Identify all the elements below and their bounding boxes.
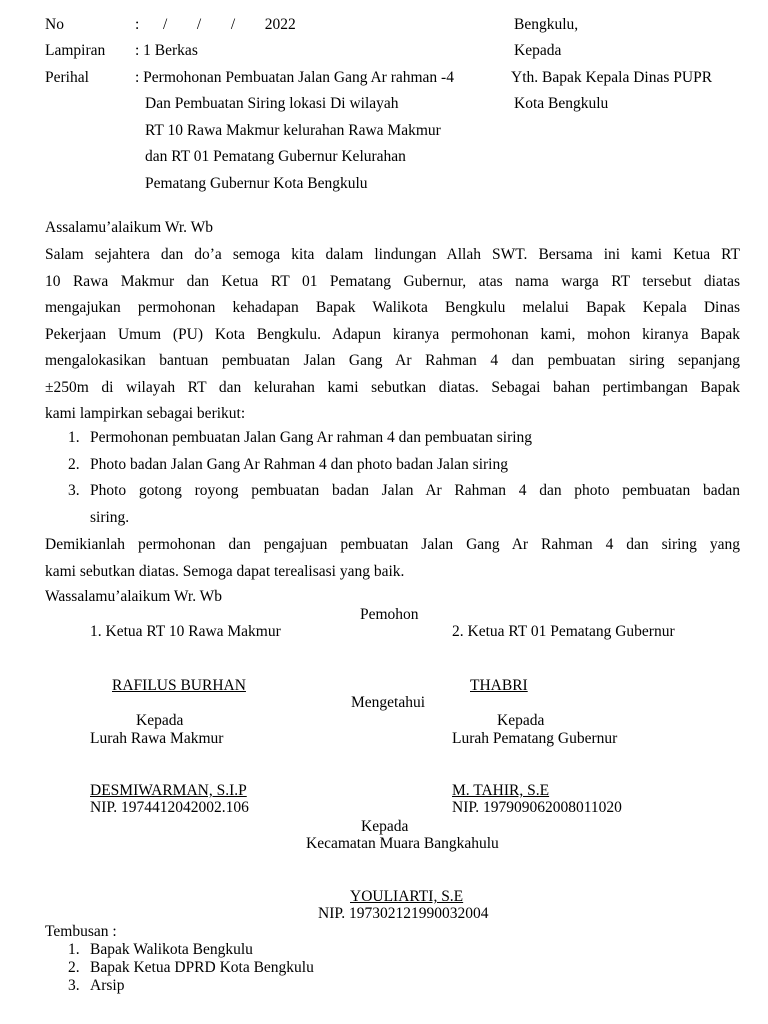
recipient: Yth. Bapak Kepala Dinas PUPR bbox=[511, 69, 713, 86]
applicant1-name: RAFILUS BURHAN bbox=[112, 677, 246, 694]
applicant2-title: 2. Ketua RT 01 Pematang Gubernur bbox=[452, 623, 675, 640]
paragraph-line: Salam sejahtera dan do’a semoga kita dalam lindungan Allah SWT. Bersama ini kami Ketua RT bbox=[45, 246, 740, 263]
perihal-line: Dan Pembuatan Siring lokasi Di wilayah bbox=[145, 95, 399, 112]
camat-title: Kecamatan Muara Bangkahulu bbox=[306, 835, 499, 852]
kepada-right: Kepada bbox=[497, 712, 545, 729]
kepada-label: Kepada bbox=[514, 42, 562, 59]
greeting: Assalamu’alaikum Wr. Wb bbox=[45, 219, 213, 236]
perihal-label: Perihal bbox=[45, 69, 89, 86]
closing-line: kami sebutkan diatas. Semoga dapat terealisasi yang baik. bbox=[45, 562, 405, 580]
tembusan-item: Arsip bbox=[90, 977, 125, 994]
lurah-right-nip: NIP. 197909062008011020 bbox=[452, 799, 622, 816]
closing-line: Demikianlah permohonan dan pengajuan pembuatan Jalan Gang Ar Rahman 4 dan siring yang bbox=[45, 536, 740, 553]
lampiran-value: : 1 Berkas bbox=[135, 42, 198, 59]
list-item: Photo gotong royong pembuatan badan Jalan Ar Rahman 4 dan photo pembuatan badan bbox=[90, 482, 740, 499]
camat-nip: NIP. 197302121990032004 bbox=[318, 905, 489, 922]
lurah-right-title: Lurah Pematang Gubernur bbox=[452, 730, 618, 747]
city-date: Bengkulu, bbox=[514, 16, 579, 33]
letter-number: / / / 2022 bbox=[163, 16, 296, 33]
mengetahui-label: Mengetahui bbox=[351, 694, 426, 711]
paragraph-line: kami lampirkan sebagai berikut: bbox=[45, 405, 246, 422]
perihal-line: dan RT 01 Pematang Gubernur Kelurahan bbox=[145, 148, 406, 165]
recipient-city: Kota Bengkulu bbox=[514, 95, 609, 112]
paragraph-line: mengajukan permohonan kehadapan Bapak Walikota Bengkulu melalui Bapak Kepala Dinas bbox=[45, 299, 740, 316]
list-item: Photo badan Jalan Gang Ar Rahman 4 dan photo badan Jalan siring bbox=[90, 456, 508, 473]
list-number: 1. bbox=[68, 941, 80, 958]
list-number: 2. bbox=[68, 959, 80, 976]
tembusan-item: Bapak Ketua DPRD Kota Bengkulu bbox=[90, 959, 314, 976]
pemohon-label: Pemohon bbox=[360, 606, 419, 623]
no-colon: : bbox=[135, 16, 140, 33]
perihal-line: Pematang Gubernur Kota Bengkulu bbox=[145, 175, 368, 192]
lurah-left-nip: NIP. 1974412042002.106 bbox=[90, 799, 249, 816]
closing-paragraph bbox=[45, 532, 740, 585]
body-paragraph bbox=[45, 242, 740, 428]
perihal-line: RT 10 Rawa Makmur kelurahan Rawa Makmur bbox=[145, 122, 441, 139]
lurah-left-name: DESMIWARMAN, S.I.P bbox=[90, 782, 247, 799]
paragraph-line: ±250m di wilayah RT dan kelurahan kami sebutkan diatas. Sebagai bahan pertimbangan Bapak bbox=[45, 378, 740, 396]
paragraph-line: 10 Rawa Makmur dan Ketua RT 01 Pematang Gubernur, atas nama warga RT tersebut diatas bbox=[45, 272, 740, 290]
tembusan-label: Tembusan : bbox=[45, 923, 117, 940]
list-number: 1. bbox=[68, 429, 80, 446]
lurah-left-title: Lurah Rawa Makmur bbox=[90, 730, 224, 747]
paragraph-line: Pekerjaan Umum (PU) Kota Bengkulu. Adapun kiranya permohonan kami, mohon kiranya Bapak bbox=[45, 325, 740, 343]
kepada-left: Kepada bbox=[136, 712, 184, 729]
tembusan-item: Bapak Walikota Bengkulu bbox=[90, 941, 253, 958]
lampiran-label: Lampiran bbox=[45, 42, 106, 59]
lurah-right-name: M. TAHIR, S.E bbox=[452, 782, 550, 799]
list-number: 2. bbox=[68, 456, 80, 473]
list-item-continued: siring. bbox=[90, 509, 130, 526]
farewell: Wassalamu’alaikum Wr. Wb bbox=[45, 588, 223, 605]
list-item: Permohonan pembuatan Jalan Gang Ar rahman 4 dan pembuatan siring bbox=[90, 429, 533, 446]
perihal-line: : Permohonan Pembuatan Jalan Gang Ar rahman -4 bbox=[135, 69, 454, 86]
applicant2-name: THABRI bbox=[470, 677, 528, 694]
list-number: 3. bbox=[68, 977, 80, 994]
camat-name: YOULIARTI, S.E bbox=[350, 888, 464, 905]
no-label: No bbox=[45, 16, 64, 33]
list-number: 3. bbox=[68, 482, 80, 499]
kepada-center: Kepada bbox=[361, 818, 409, 835]
applicant1-title: 1. Ketua RT 10 Rawa Makmur bbox=[90, 623, 281, 640]
paragraph-line: mengalokasikan bantuan pembuatan Jalan Gang Ar Rahman 4 dan pembuatan siring sepanjang bbox=[45, 352, 740, 369]
